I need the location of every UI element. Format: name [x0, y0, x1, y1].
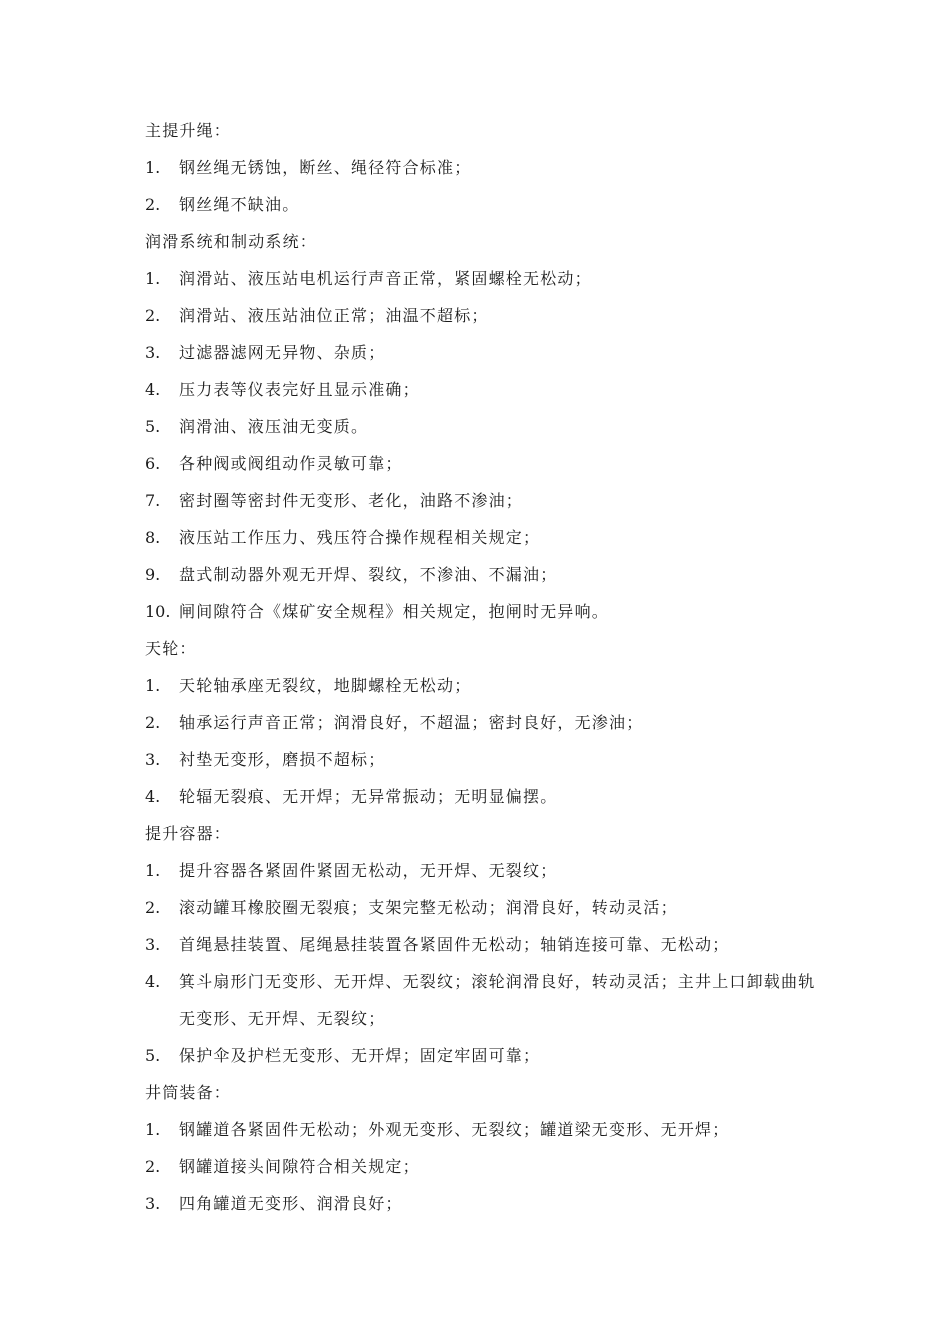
item-number: 10. — [145, 602, 171, 621]
item-text: 钢罐道各紧固件无松动；外观无变形、无裂纹；罐道梁无变形、无开焊； — [179, 1120, 730, 1139]
item-number: 3. — [145, 750, 161, 769]
item-text: 各种阀或阀组动作灵敏可靠； — [179, 454, 403, 473]
list-item — [145, 519, 825, 556]
item-text: 液压站工作压力、残压符合操作规程相关规定； — [179, 528, 541, 547]
item-text: 润滑油、液压油无变质。 — [179, 417, 369, 436]
item-number: 4. — [145, 787, 161, 806]
list-item — [145, 778, 825, 815]
item-number: 2. — [145, 306, 161, 325]
item-text: 天轮轴承座无裂纹，地脚螺栓无松动； — [179, 676, 472, 695]
item-number: 2. — [145, 1157, 161, 1176]
item-text: 钢罐道接头间隙符合相关规定； — [179, 1157, 420, 1176]
item-number: 1. — [145, 676, 161, 695]
list-item — [145, 556, 825, 593]
item-number: 4. — [145, 972, 161, 991]
list-item — [145, 889, 825, 926]
item-text: 过滤器滤网无异物、杂质； — [179, 343, 386, 362]
item-number: 1. — [145, 158, 161, 177]
list-item — [145, 704, 825, 741]
section-heading-lubrication-brake: 润滑系统和制动系统： — [145, 232, 318, 251]
list-item — [145, 445, 825, 482]
item-number: 3. — [145, 343, 161, 362]
list-item — [145, 1037, 825, 1074]
item-text: 润滑站、液压站电机运行声音正常，紧固螺栓无松动； — [179, 269, 592, 288]
item-text: 轴承运行声音正常；润滑良好，不超温；密封良好，无渗油； — [179, 713, 644, 732]
document-page — [145, 112, 825, 1222]
item-number: 7. — [145, 491, 161, 510]
list-item — [145, 297, 825, 334]
list-item — [145, 260, 825, 297]
section-heading-main-rope: 主提升绳： — [145, 121, 232, 140]
list-item — [145, 371, 825, 408]
item-number: 2. — [145, 713, 161, 732]
item-text: 盘式制动器外观无开焊、裂纹，不渗油、不漏油； — [179, 565, 558, 584]
list-item — [145, 408, 825, 445]
item-number: 5. — [145, 1046, 161, 1065]
item-text: 滚动罐耳橡胶圈无裂痕；支架完整无松动；润滑良好，转动灵活； — [179, 898, 678, 917]
list-item — [145, 926, 825, 963]
item-number: 1. — [145, 269, 161, 288]
item-text: 四角罐道无变形、润滑良好； — [179, 1194, 403, 1213]
item-number: 1. — [145, 1120, 161, 1139]
section-heading-head-sheave: 天轮： — [145, 639, 197, 658]
item-text: 衬垫无变形，磨损不超标； — [179, 750, 386, 769]
list-item — [145, 1148, 825, 1185]
item-text: 钢丝绳无锈蚀，断丝、绳径符合标准； — [179, 158, 472, 177]
item-number: 3. — [145, 935, 161, 954]
item-text: 首绳悬挂装置、尾绳悬挂装置各紧固件无松动；轴销连接可靠、无松动； — [179, 935, 730, 954]
item-text: 保护伞及护栏无变形、无开焊；固定牢固可靠； — [179, 1046, 541, 1065]
list-item — [145, 593, 825, 630]
item-text: 密封圈等密封件无变形、老化，油路不渗油； — [179, 491, 524, 510]
item-text: 钢丝绳不缺油。 — [179, 195, 300, 214]
item-number: 8. — [145, 528, 161, 547]
list-item — [145, 149, 825, 186]
item-number: 3. — [145, 1194, 161, 1213]
item-number: 2. — [145, 195, 161, 214]
item-number: 6. — [145, 454, 161, 473]
item-number: 9. — [145, 565, 161, 584]
list-item — [145, 1185, 825, 1222]
list-item — [145, 334, 825, 371]
item-text: 提升容器各紧固件紧固无松动，无开焊、无裂纹； — [179, 861, 558, 880]
list-item — [145, 741, 825, 778]
list-item — [145, 667, 825, 704]
list-item — [145, 852, 825, 889]
item-text: 闸间隙符合《煤矿安全规程》相关规定，抱闸时无异响。 — [179, 602, 610, 621]
list-item — [145, 186, 825, 223]
section-heading-hoisting-container: 提升容器： — [145, 824, 232, 843]
list-item — [145, 1111, 825, 1148]
item-number: 1. — [145, 861, 161, 880]
item-text: 压力表等仪表完好且显示准确； — [179, 380, 420, 399]
list-item — [145, 963, 825, 1037]
item-text: 润滑站、液压站油位正常；油温不超标； — [179, 306, 489, 325]
item-number: 5. — [145, 417, 161, 436]
item-number: 2. — [145, 898, 161, 917]
list-item — [145, 482, 825, 519]
item-text: 箕斗扇形门无变形、无开焊、无裂纹；滚轮润滑良好，转动灵活；主井上口卸载曲轨无变形、无开焊、无裂纹； — [179, 972, 816, 1028]
section-heading-shaft-equipment: 井筒装备： — [145, 1083, 232, 1102]
item-number: 4. — [145, 380, 161, 399]
item-text: 轮辐无裂痕、无开焊；无异常振动；无明显偏摆。 — [179, 787, 558, 806]
